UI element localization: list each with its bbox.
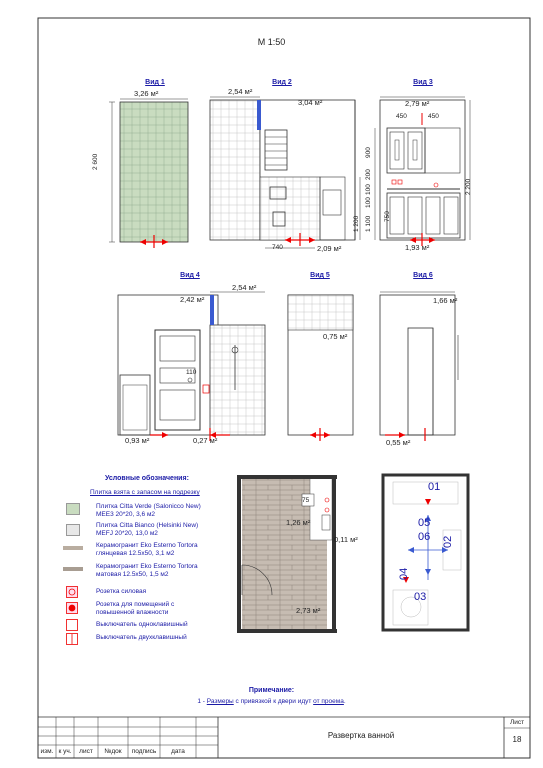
legend-item-4: Керамогранит Eko Esterno Tortora матовая 12.5х50, 1,5 м2	[96, 563, 198, 578]
plan2-room-01: 01	[428, 481, 441, 493]
view2-area-main: 3,04 м²	[298, 98, 323, 107]
view4-area-top2: 2,54 м²	[232, 283, 257, 292]
view1-title[interactable]: Вид 1	[145, 79, 165, 86]
plan2-room-05: 05	[418, 517, 431, 529]
view2-height-dim: 1 200	[353, 215, 360, 232]
legend-subtitle: Плитка взята с запасом на подрезку	[90, 489, 200, 496]
legend-item-6: Розетка для помещений с повышенной влажности	[96, 601, 175, 616]
view3-area-bottom: 1,93 м²	[405, 243, 430, 252]
view3-dim-200: 200	[365, 169, 372, 180]
tb-label-data: дата	[171, 748, 185, 755]
view1-height-dim: 2 600	[92, 153, 99, 170]
legend-item-1: Плитка Citta Verde (Salonicco New) MEE3 20*20, 3,6 м2	[96, 503, 201, 518]
scale-label: М 1:50	[257, 37, 286, 47]
note-text: 1 - Размеры с привязкой к двери идут от проема.	[197, 698, 346, 705]
view4-area-b1: 0,93 м²	[125, 436, 150, 445]
view5-title[interactable]: Вид 5	[310, 272, 330, 279]
plan1-area-1: 1,26 м²	[286, 518, 311, 527]
plan1-area-2: 0,11 м²	[334, 535, 358, 544]
sheet-label: Лист	[509, 719, 525, 726]
view3-dim-2200: 2 200	[465, 178, 472, 195]
view3-area-top: 2,79 м²	[405, 99, 430, 108]
view4-area-b2: 0,27 м²	[193, 436, 218, 445]
plan1-dim-75: 75	[302, 497, 310, 504]
view3-dim-w1: 450	[396, 113, 407, 120]
view3-title[interactable]: Вид 3	[413, 79, 433, 86]
legend-item-5: Розетка силовая	[96, 588, 147, 595]
plan2-room-02: 02	[442, 535, 454, 548]
legend-item-7: Выключатель одноклавишный	[96, 621, 188, 628]
legend-title: Условные обозначения:	[105, 475, 189, 482]
view4-dim-110: 110	[186, 369, 197, 376]
plan1-area-3: 2,73 м²	[296, 606, 321, 615]
view2-title[interactable]: Вид 2	[272, 79, 292, 86]
view6-title[interactable]: Вид 6	[413, 272, 433, 279]
view3-dim-100b: 100	[365, 197, 372, 208]
view6-area-top: 1,66 м²	[433, 296, 458, 305]
view3-dim-100a: 100	[365, 184, 372, 195]
tb-label-podpis: подпись	[131, 748, 157, 755]
view5-area: 0,75 м²	[323, 332, 348, 341]
view4-title[interactable]: Вид 4	[180, 272, 200, 279]
view2-area-bottom: 2,09 м²	[317, 244, 342, 253]
view3-dim-900: 900	[365, 147, 372, 158]
tb-label-list: лист	[79, 748, 93, 755]
legend-item-2: Плитка Citta Bianco (Helsinki New) MEFJ 20*20, 13,0 м2	[96, 522, 199, 537]
plan2-room-04: 04	[398, 567, 410, 580]
sheet-title: Развертка ванной	[327, 731, 395, 740]
view6-area-bottom: 0,55 м²	[386, 438, 411, 447]
view3-dim-w2: 450	[428, 113, 439, 120]
plan2-room-03: 03	[414, 591, 427, 603]
tb-label-izm: изм.	[40, 748, 54, 755]
view4-area-top1: 2,42 м²	[180, 295, 205, 304]
note-title: Примечание:	[248, 687, 295, 694]
view2-width-dim: 740	[272, 244, 283, 251]
view3-dim-750: 750	[384, 211, 391, 222]
view1-area: 3,26 м²	[134, 89, 159, 98]
plan2-room-06: 06	[418, 531, 431, 543]
legend-item-3: Керамогранит Eko Esterno Tortora глянцевая 12.5х50, 3,1 м2	[96, 542, 198, 557]
view3-dim-1100: 1 100	[365, 215, 372, 232]
view2-area-top: 2,54 м²	[228, 87, 253, 96]
tb-label-ndok: №док	[104, 748, 122, 755]
sheet-number: 18	[512, 735, 522, 744]
tb-label-kuch: к уч.	[58, 748, 72, 755]
legend-item-8: Выключатель двухклавишный	[96, 634, 187, 641]
